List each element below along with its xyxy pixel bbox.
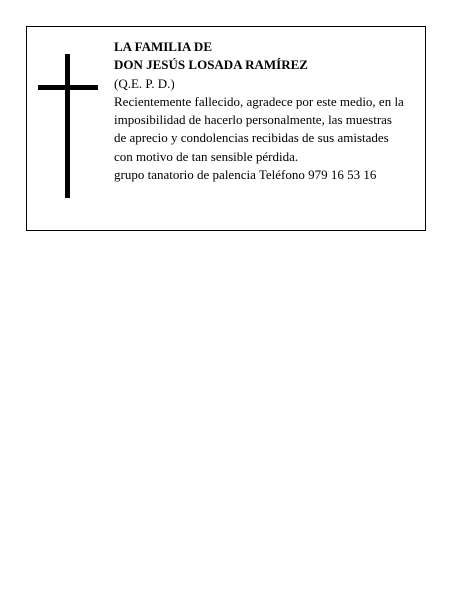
cross-vertical-bar <box>65 54 70 198</box>
deceased-name: DON JESÚS LOSADA RAMÍREZ <box>114 57 308 73</box>
body-line: con motivo de tan sensible pérdida. <box>114 148 299 164</box>
qepd-line: (Q.E. P. D.) <box>114 75 175 91</box>
contact-line: grupo tanatorio de palencia Teléfono 979 16 53 16 <box>114 167 377 183</box>
body-line: imposibilidad de hacerlo personalmente, las muestras <box>114 112 392 128</box>
family-heading: LA FAMILIA DE <box>114 39 212 54</box>
body-line: Recientemente fallecido, agradece por este medio, en la <box>114 93 404 109</box>
obituary-notice <box>26 26 426 231</box>
latin-cross-icon <box>38 54 98 198</box>
cross-horizontal-bar <box>38 85 98 90</box>
body-line: de aprecio y condolencias recibidas de sus amistades <box>114 130 389 146</box>
notice-text <box>114 38 422 184</box>
